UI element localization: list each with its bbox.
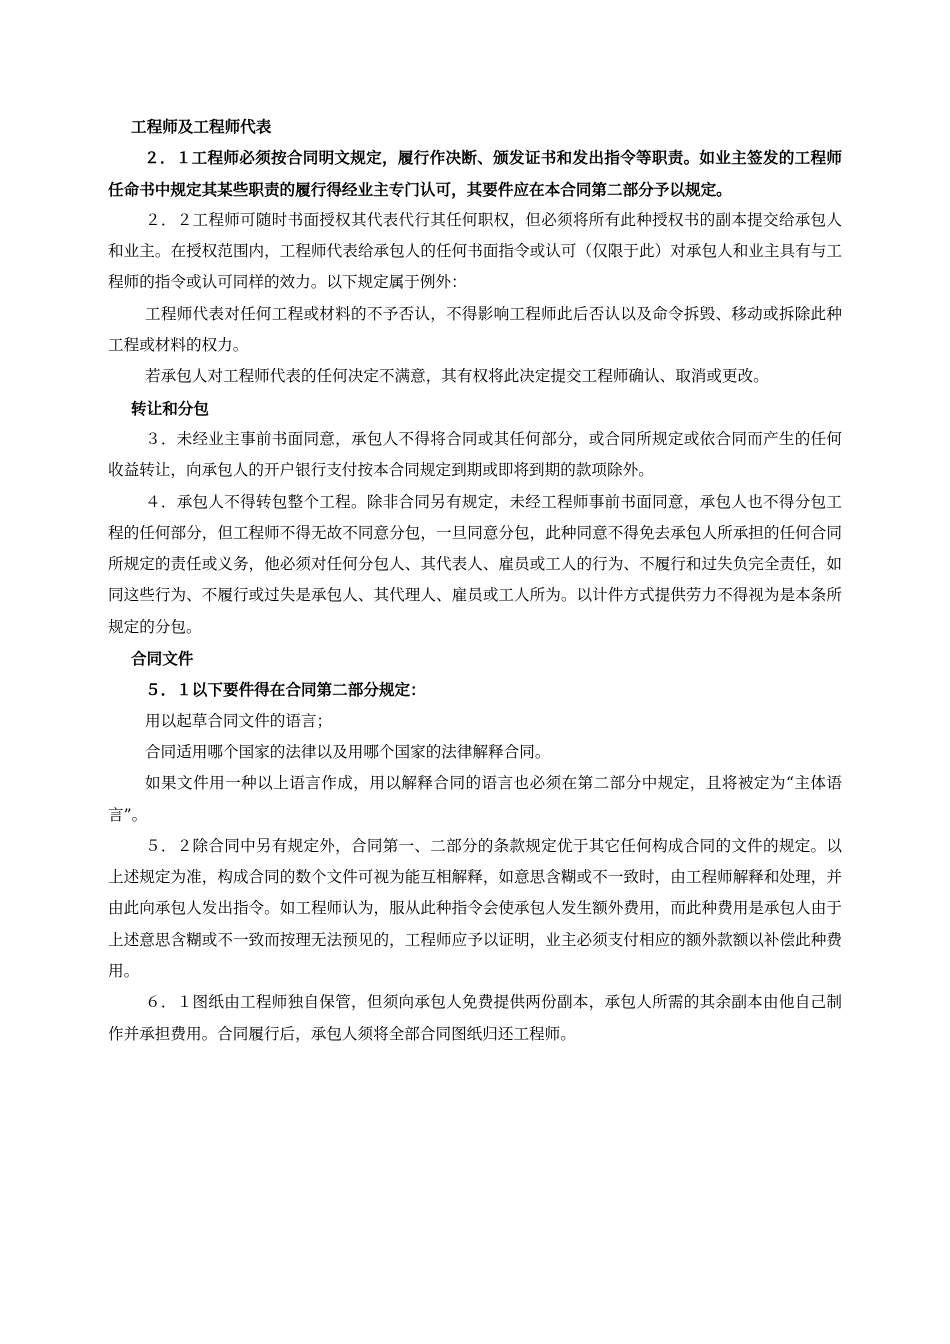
clause-2-2: ２．２工程师可随时书面授权其代表代行其任何职权，但必须将所有此种授权书的副本提交给承包人和业主。在授权范围内，工程师代表给承包人的任何书面指令或认可（仅限于此）对承包人和业主具有与工程师的指令或认可同样的效力。以下规定属于例外：: [108, 210, 842, 292]
clause-5-2: ５．２除合同中另有规定外，合同第一、二部分的条款规定优于其它任何构成合同的文件的规定。以上述规定为准，构成合同的数个文件可视为能互相解释，如意思含糊或不一致时，由工程师解释和处理，并由此向承包人发出指令。如工程师认为，服从此种指令会使承包人发生额外费用，而此种费用是承包人由于上述意思含糊或不一致而按理无法预见的，工程师应予以证明，业主必须支付相应的额外款额以补偿此种费用。: [108, 836, 842, 981]
clause-5-1-item-ruling-language: 如果文件用一种以上语言作成，用以解释合同的语言也必须在第二部分中规定，且将被定为“主体语言”。: [108, 774, 842, 824]
clause-2-2-exception-2: 若承包人对工程师代表的任何决定不满意，其有权将此决定提交工程师确认、取消或更改。: [145, 367, 769, 386]
clause-3: ３．未经业主事前书面同意，承包人不得将合同或其任何部分，或合同所规定或依合同而产生的任何收益转让，向承包人的开户银行支付按本合同规定到期或即将到期的款项除外。: [108, 429, 842, 480]
section-heading-engineer: 工程师及工程师代表: [131, 117, 272, 136]
clause-5-1: ５．１以下要件得在合同第二部分规定：: [145, 680, 426, 700]
clause-2-1: ２．１工程师必须按合同明文规定，履行作决断、颁发证书和发出指令等职责。如业主签发的工程师任命书中规定其某些职责的履行得经业主专门认可，其要件应在本合同第二部分予以规定。: [108, 148, 842, 199]
clause-6-1: ６．１图纸由工程师独自保管，但须向承包人免费提供两份副本，承包人所需的其余副本由他自己制作并承担费用。合同履行后，承包人须将全部合同图纸归还工程师。: [108, 993, 842, 1043]
clause-4: ４．承包人不得转包整个工程。除非合同另有规定，未经工程师事前书面同意，承包人也不得分包工程的任何部分，但工程师不得无故不同意分包，一旦同意分包，此种同意不得免去承包人所承担的任何合同所规定的责任或义务，他必须对任何分包人、其代表人、雇员或工人的行为、不履行和过失负完全责任，如同这些行为、不履行或过失是承包人、其代理人、雇员或工人所为。以计件方式提供劳力不得视为是本条所规定的分包。: [108, 492, 842, 636]
clause-5-1-item-language: 用以起草合同文件的语言；: [145, 711, 333, 730]
document-body: [108, 111, 842, 1050]
clause-2-2-exception-1: 工程师代表对任何工程或材料的不予否认，不得影响工程师此后否认以及命令拆毁、移动或拆除此种工程或材料的权力。: [108, 304, 842, 355]
section-heading-contract-documents: 合同文件: [131, 649, 194, 669]
section-heading-assignment: 转让和分包: [131, 398, 209, 418]
clause-5-1-item-law: 合同适用哪个国家的法律以及用哪个国家的法律解释合同。: [145, 742, 551, 761]
